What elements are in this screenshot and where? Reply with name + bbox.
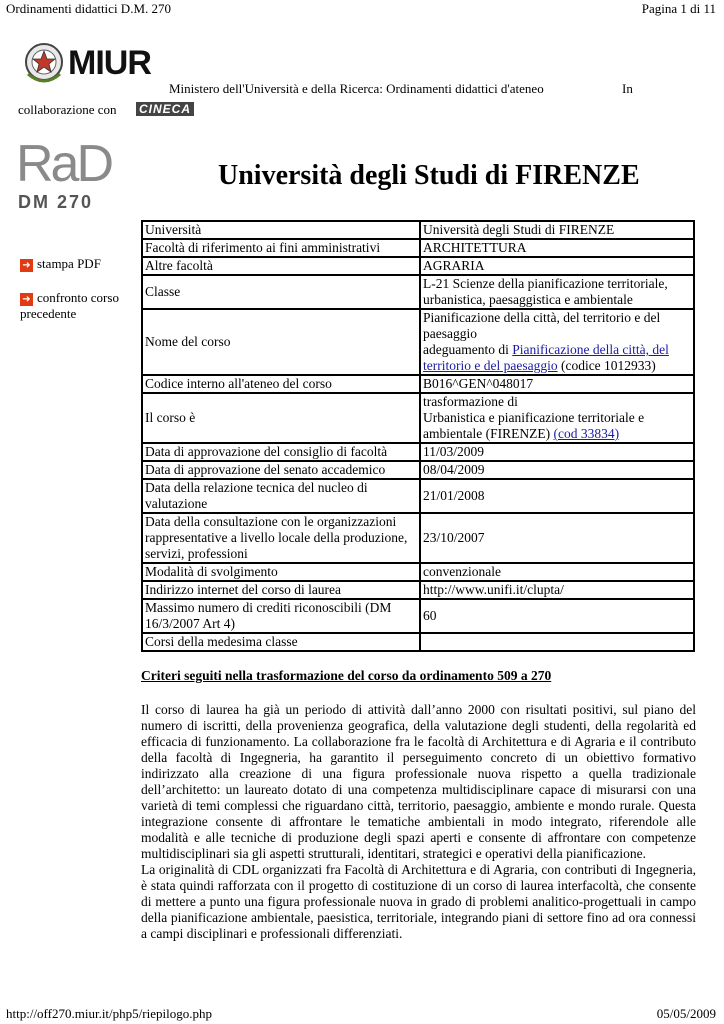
arrow-right-icon: ➜ — [20, 293, 33, 306]
cell-value: 08/04/2009 — [420, 461, 694, 479]
in-word: In — [622, 81, 633, 96]
table-row — [142, 393, 694, 443]
page-indicator: Pagina 1 di 11 — [641, 1, 716, 16]
body-paragraph-2: La originalità di CDL organizzati fra Facoltà di Architettura e di Agraria, con contributi di Ingegneria, è stata quindi rafforzata con il progetto di costituzione di un corso di laurea interfacoltà, che consente di mettere a punto una figura professionale nuova in grado di problemi analitico-progettuali in campo della pianificazione ambientale, paesistica, territoriale, integrando piani di settore fino ad ora connessi a campi disciplinari e professionali differenziati. — [141, 862, 696, 941]
cell-value: AGRARIA — [420, 257, 694, 275]
cell-key: Classe — [142, 275, 420, 309]
cineca-logo — [136, 102, 194, 118]
cell-value — [420, 633, 694, 651]
cineca-wordmark: CINECA — [136, 102, 194, 116]
corso-e-line1: trasformazione di — [423, 394, 518, 409]
cell-value: ARCHITETTURA — [420, 239, 694, 257]
stampa-pdf-link[interactable] — [20, 256, 101, 272]
table-row — [142, 513, 694, 563]
stampa-pdf-label: stampa PDF — [37, 256, 101, 271]
collab-line: collaborazione con — [18, 102, 117, 117]
emblem-icon — [24, 38, 64, 88]
table-row — [142, 257, 694, 275]
rad-dm-label: DM 270 — [18, 192, 94, 212]
cell-value: B016^GEN^048017 — [420, 375, 694, 393]
table-row — [142, 461, 694, 479]
cell-key: Massimo numero di crediti riconoscibili (DM 16/3/2007 Art 4) — [142, 599, 420, 633]
course-info-table — [141, 220, 695, 652]
rad-wordmark: RaD — [16, 135, 112, 193]
cell-key: Data di approvazione del consiglio di facoltà — [142, 443, 420, 461]
miur-wordmark: MIUR — [68, 44, 151, 82]
table-row — [142, 275, 694, 309]
table-row — [142, 375, 694, 393]
cell-value: 60 — [420, 599, 694, 633]
nome-corso-value: Pianificazione della città, del territorio e del paesaggio — [423, 310, 661, 341]
table-row — [142, 239, 694, 257]
adeguamento-prefix: adeguamento di — [423, 342, 509, 357]
table-row — [142, 443, 694, 461]
arrow-right-icon: ➜ — [20, 259, 33, 272]
ministry-line: Ministero dell'Università e della Ricerca: Ordinamenti didattici d'ateneo — [169, 81, 544, 96]
table-row — [142, 581, 694, 599]
table-row — [142, 309, 694, 375]
table-row — [142, 221, 694, 239]
cell-key: Data della consultazione con le organizzazioni rappresentative a livello locale della produzione, servizi, professioni — [142, 513, 420, 563]
corso-e-code-link[interactable]: (cod 33834) — [553, 426, 620, 441]
confronto-corso-link[interactable] — [20, 290, 119, 322]
page-title: Università degli Studi di FIRENZE — [218, 160, 640, 191]
table-row — [142, 563, 694, 581]
cell-value: convenzionale — [420, 563, 694, 581]
cell-key: Il corso è — [142, 393, 420, 443]
confronto-label-2: precedente — [20, 306, 77, 321]
cell-key: Nome del corso — [142, 309, 420, 375]
corso-e-line2: Urbanistica e pianificazione territoriale e ambientale (FIRENZE) — [423, 410, 645, 441]
cell-key: Corsi della medesima classe — [142, 633, 420, 651]
adeguamento-code: (codice 1012933) — [560, 358, 656, 373]
cell-key: Modalità di svolgimento — [142, 563, 420, 581]
miur-logo — [24, 38, 166, 88]
body-text — [141, 702, 696, 942]
cell-key: Indirizzo internet del corso di laurea — [142, 581, 420, 599]
cell-key: Data di approvazione del senato accademico — [142, 461, 420, 479]
cell-value: 23/10/2007 — [420, 513, 694, 563]
cell-value: 21/01/2008 — [420, 479, 694, 513]
cell-key: Università — [142, 221, 420, 239]
cell-value — [420, 309, 694, 375]
cell-key: Data della relazione tecnica del nucleo di valutazione — [142, 479, 420, 513]
table-row — [142, 479, 694, 513]
cell-value: 11/03/2009 — [420, 443, 694, 461]
cell-value — [420, 393, 694, 443]
section-title: Criteri seguiti nella trasformazione del corso da ordinamento 509 a 270 — [141, 668, 552, 683]
adeguamento-link[interactable]: Pianificazione della città, del territorio e del paesaggio — [423, 342, 669, 373]
cell-value: Università degli Studi di FIRENZE — [420, 221, 694, 239]
footer-date: 05/05/2009 — [656, 1006, 716, 1021]
footer-url: http://off270.miur.it/php5/riepilogo.php — [6, 1006, 212, 1021]
rad-logo — [16, 135, 112, 212]
cell-value: L-21 Scienze della pianificazione territoriale, urbanistica, paesaggistica e ambientale — [420, 275, 694, 309]
cell-key: Facoltà di riferimento ai fini amministrativi — [142, 239, 420, 257]
cell-value: http://www.unifi.it/clupta/ — [420, 581, 694, 599]
cell-key: Altre facoltà — [142, 257, 420, 275]
header-doc-title: Ordinamenti didattici D.M. 270 — [6, 1, 172, 16]
body-paragraph-1: Il corso di laurea ha già un periodo di attività dall’anno 2000 con risultati positivi, sul piano del numero di iscritti, della provenienza geografica, della valutazione degli studenti, della regolarità ed efficacia di funzionamento. La collaborazione fra le facoltà di Architettura e di Agraria e il contributo della facoltà di Ingegneria, ha garantito il perseguimento concreto di un obiettivo formativo indirizzato alla creazione di una figura professionale nuova rispetto a quella tradizionale dell’architetto: un laureato dotato di una competenza multidisciplinare capace di misurarsi con una varietà di temi complessi che riguardano città, territorio, paesaggio, ambiente e mondo rurale. Questa integrazione consente di affrontare le tematiche ambientali in modo integrato, riferendole alle modalità e alle tecniche di produzione degli spazi aperti e consente di affrontare con competenze multidisciplinari sia gli aspetti strutturali, identitari, strategici e operativi della pianificazione. — [141, 702, 696, 861]
cell-key: Codice interno all'ateneo del corso — [142, 375, 420, 393]
table-row — [142, 633, 694, 651]
confronto-label-1: confronto corso — [37, 290, 119, 305]
table-row — [142, 599, 694, 633]
